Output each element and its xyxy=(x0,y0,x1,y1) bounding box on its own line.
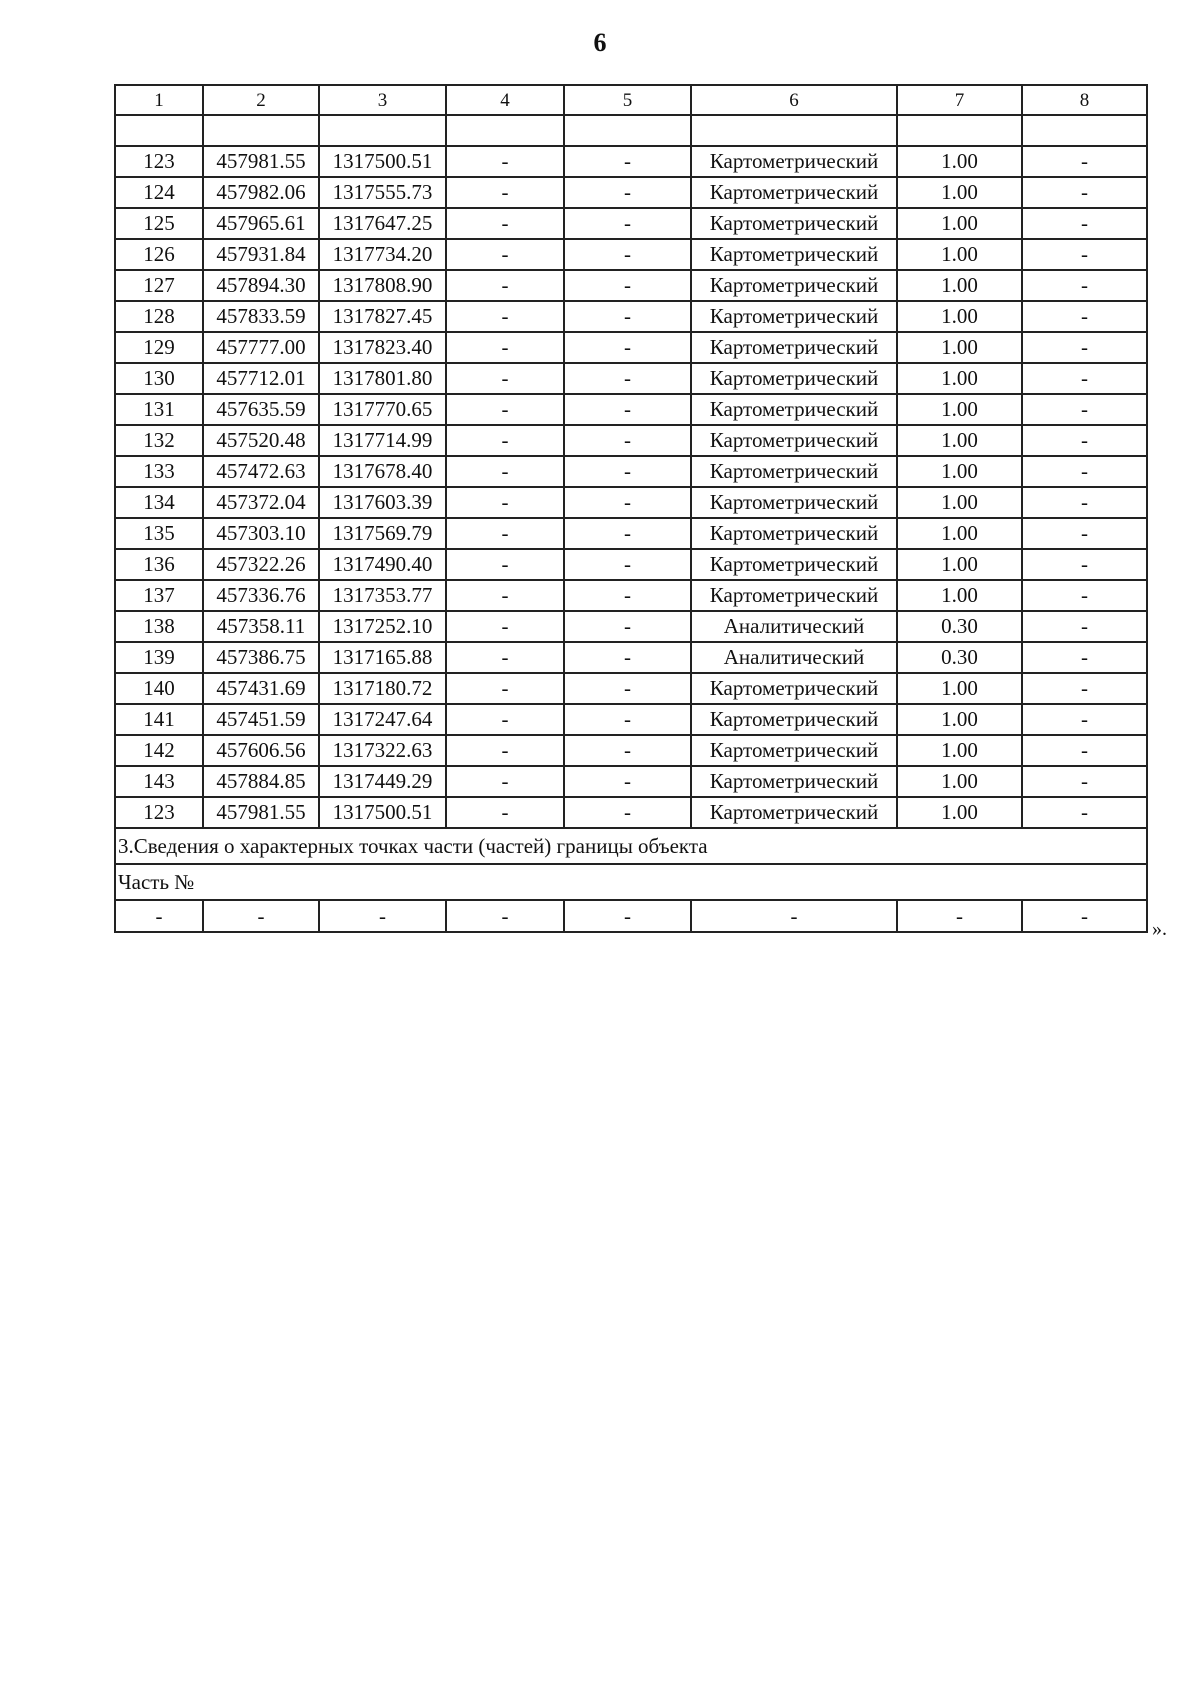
blank-cell xyxy=(446,115,564,146)
table-cell: 133 xyxy=(115,456,203,487)
table-cell: 457358.11 xyxy=(203,611,319,642)
table-cell: 131 xyxy=(115,394,203,425)
table-cell: 1317734.20 xyxy=(319,239,446,270)
table-cell: 1.00 xyxy=(897,208,1022,239)
table-cell: - xyxy=(564,549,691,580)
coordinates-table xyxy=(114,84,1148,933)
table-row xyxy=(115,270,1147,301)
table-cell: - xyxy=(446,487,564,518)
table-cell: 1.00 xyxy=(897,177,1022,208)
table-cell: - xyxy=(897,900,1022,932)
table-cell: 1317678.40 xyxy=(319,456,446,487)
table-cell: 1317569.79 xyxy=(319,518,446,549)
blank-cell xyxy=(691,115,897,146)
closing-quote: ». xyxy=(1152,918,1167,940)
table-cell: 1.00 xyxy=(897,456,1022,487)
column-header: 6 xyxy=(691,85,897,115)
table-cell: 124 xyxy=(115,177,203,208)
table-cell: - xyxy=(1022,766,1147,797)
table-cell: 1.00 xyxy=(897,363,1022,394)
table-row xyxy=(115,611,1147,642)
table-cell: Картометрический xyxy=(691,580,897,611)
table-cell: 457386.75 xyxy=(203,642,319,673)
table-cell: 0.30 xyxy=(897,642,1022,673)
table-row xyxy=(115,177,1147,208)
table-cell: - xyxy=(1022,704,1147,735)
table-cell: 457322.26 xyxy=(203,549,319,580)
table-cell: - xyxy=(564,332,691,363)
table-cell: - xyxy=(446,673,564,704)
table-cell: 134 xyxy=(115,487,203,518)
table-cell: - xyxy=(564,208,691,239)
column-header: 7 xyxy=(897,85,1022,115)
table-row xyxy=(115,456,1147,487)
table-cell: Картометрический xyxy=(691,301,897,332)
table-cell: 1317490.40 xyxy=(319,549,446,580)
table-cell: - xyxy=(446,580,564,611)
table-cell: 1.00 xyxy=(897,332,1022,363)
table-cell: Картометрический xyxy=(691,797,897,828)
blank-cell xyxy=(115,115,203,146)
table-cell: - xyxy=(446,425,564,456)
table-cell: - xyxy=(446,456,564,487)
table-cell: Картометрический xyxy=(691,735,897,766)
table-cell: - xyxy=(446,146,564,177)
table-cell: - xyxy=(1022,456,1147,487)
table-cell: 1317823.40 xyxy=(319,332,446,363)
table-cell: 1.00 xyxy=(897,673,1022,704)
table-cell: - xyxy=(1022,673,1147,704)
table-cell: 1317165.88 xyxy=(319,642,446,673)
table-cell: 1.00 xyxy=(897,487,1022,518)
table-cell: 123 xyxy=(115,146,203,177)
table-cell: - xyxy=(564,270,691,301)
table-cell: 1317500.51 xyxy=(319,797,446,828)
table-row xyxy=(115,704,1147,735)
table-cell: - xyxy=(446,766,564,797)
table-cell: - xyxy=(203,900,319,932)
table-cell: - xyxy=(446,735,564,766)
table-body xyxy=(115,85,1147,932)
table-cell: 1317247.64 xyxy=(319,704,446,735)
table-cell: 141 xyxy=(115,704,203,735)
table-cell: 1317801.80 xyxy=(319,363,446,394)
table-cell: - xyxy=(446,797,564,828)
blank-cell xyxy=(897,115,1022,146)
table-cell: - xyxy=(1022,797,1147,828)
table-cell: 1.00 xyxy=(897,146,1022,177)
table-cell: - xyxy=(446,518,564,549)
table-cell: 457931.84 xyxy=(203,239,319,270)
table-cell: - xyxy=(564,704,691,735)
table-cell: 1317449.29 xyxy=(319,766,446,797)
table-cell: 457833.59 xyxy=(203,301,319,332)
table-row xyxy=(115,735,1147,766)
table-cell: 1.00 xyxy=(897,239,1022,270)
page-number: 6 xyxy=(593,28,607,57)
table-row xyxy=(115,301,1147,332)
table-cell: 1.00 xyxy=(897,580,1022,611)
table-cell: 457777.00 xyxy=(203,332,319,363)
table-row xyxy=(115,487,1147,518)
table-cell: Картометрический xyxy=(691,394,897,425)
table-cell: 457982.06 xyxy=(203,177,319,208)
table-cell: - xyxy=(446,549,564,580)
blank-cell xyxy=(203,115,319,146)
table-cell: 1.00 xyxy=(897,518,1022,549)
table-cell: - xyxy=(564,487,691,518)
part-number-label: Часть № xyxy=(115,864,1147,900)
table-cell: - xyxy=(446,208,564,239)
table-cell: 1317827.45 xyxy=(319,301,446,332)
table-cell: - xyxy=(1022,487,1147,518)
table-row xyxy=(115,239,1147,270)
table-cell: - xyxy=(1022,580,1147,611)
table-row xyxy=(115,549,1147,580)
table-cell: - xyxy=(446,301,564,332)
table-cell: - xyxy=(564,301,691,332)
table-row xyxy=(115,673,1147,704)
table-cell: Картометрический xyxy=(691,549,897,580)
table-cell: Картометрический xyxy=(691,518,897,549)
table-row xyxy=(115,363,1147,394)
table-cell: - xyxy=(1022,301,1147,332)
table-cell: - xyxy=(564,580,691,611)
table-cell: Картометрический xyxy=(691,704,897,735)
table-cell: - xyxy=(564,239,691,270)
table-cell: 139 xyxy=(115,642,203,673)
table-cell: 457451.59 xyxy=(203,704,319,735)
column-header: 2 xyxy=(203,85,319,115)
table-cell: - xyxy=(1022,518,1147,549)
table-cell: 1.00 xyxy=(897,549,1022,580)
table-row xyxy=(115,425,1147,456)
table-cell: 1317500.51 xyxy=(319,146,446,177)
table-cell: - xyxy=(446,270,564,301)
table-cell: 1317647.25 xyxy=(319,208,446,239)
table-cell: Картометрический xyxy=(691,177,897,208)
column-header-row xyxy=(115,85,1147,115)
table-cell: - xyxy=(1022,332,1147,363)
table-cell: 1.00 xyxy=(897,735,1022,766)
blank-row xyxy=(115,115,1147,146)
table-cell: - xyxy=(564,146,691,177)
table-cell: - xyxy=(115,900,203,932)
table-row xyxy=(115,394,1147,425)
table-cell: - xyxy=(1022,394,1147,425)
table-cell: 1.00 xyxy=(897,425,1022,456)
table-cell: - xyxy=(564,797,691,828)
part-number-row xyxy=(115,864,1147,900)
table-cell: 137 xyxy=(115,580,203,611)
table-cell: Картометрический xyxy=(691,766,897,797)
column-header: 3 xyxy=(319,85,446,115)
table-cell: 457981.55 xyxy=(203,146,319,177)
column-header: 8 xyxy=(1022,85,1147,115)
table-cell: 457336.76 xyxy=(203,580,319,611)
table-row xyxy=(115,208,1147,239)
table-cell: 1317555.73 xyxy=(319,177,446,208)
table-cell: - xyxy=(1022,208,1147,239)
table-row xyxy=(115,580,1147,611)
table-cell: - xyxy=(564,518,691,549)
table-cell: Картометрический xyxy=(691,332,897,363)
table-cell: - xyxy=(446,704,564,735)
table-cell: 123 xyxy=(115,797,203,828)
blank-cell xyxy=(1022,115,1147,146)
table-cell: 1317714.99 xyxy=(319,425,446,456)
table-cell: - xyxy=(691,900,897,932)
table-cell: - xyxy=(564,425,691,456)
table-cell: 457372.04 xyxy=(203,487,319,518)
table-row xyxy=(115,642,1147,673)
table-cell: 1.00 xyxy=(897,394,1022,425)
table-cell: 457981.55 xyxy=(203,797,319,828)
table-cell: 132 xyxy=(115,425,203,456)
table-cell: 138 xyxy=(115,611,203,642)
table-cell: - xyxy=(564,673,691,704)
table-cell: - xyxy=(564,456,691,487)
table-cell: 1317808.90 xyxy=(319,270,446,301)
empty-part-row xyxy=(115,900,1147,932)
table-cell: 1317353.77 xyxy=(319,580,446,611)
table-cell: 457472.63 xyxy=(203,456,319,487)
table-cell: 457303.10 xyxy=(203,518,319,549)
table-cell: - xyxy=(564,900,691,932)
table-cell: Картометрический xyxy=(691,673,897,704)
table-cell: 457606.56 xyxy=(203,735,319,766)
table-cell: - xyxy=(319,900,446,932)
table-cell: - xyxy=(1022,239,1147,270)
table-cell: Картометрический xyxy=(691,270,897,301)
table-cell: - xyxy=(1022,735,1147,766)
table-cell: - xyxy=(446,363,564,394)
table-cell: 457520.48 xyxy=(203,425,319,456)
table-cell: 1317603.39 xyxy=(319,487,446,518)
table-cell: 1.00 xyxy=(897,766,1022,797)
table-cell: 143 xyxy=(115,766,203,797)
table-cell: 125 xyxy=(115,208,203,239)
table-cell: 1317322.63 xyxy=(319,735,446,766)
table-cell: - xyxy=(1022,363,1147,394)
table-cell: - xyxy=(446,239,564,270)
table-cell: - xyxy=(1022,177,1147,208)
table-cell: - xyxy=(1022,900,1147,932)
column-header: 4 xyxy=(446,85,564,115)
table-row xyxy=(115,766,1147,797)
table-cell: - xyxy=(446,332,564,363)
table-cell: Картометрический xyxy=(691,425,897,456)
table-cell: - xyxy=(1022,642,1147,673)
table-cell: - xyxy=(446,177,564,208)
table-cell: 136 xyxy=(115,549,203,580)
table-cell: 457635.59 xyxy=(203,394,319,425)
table-cell: - xyxy=(564,642,691,673)
table-cell: 457431.69 xyxy=(203,673,319,704)
table-cell: - xyxy=(1022,549,1147,580)
column-header: 5 xyxy=(564,85,691,115)
table-cell: 129 xyxy=(115,332,203,363)
table-cell: - xyxy=(1022,146,1147,177)
table-cell: - xyxy=(564,394,691,425)
table-row xyxy=(115,146,1147,177)
table-cell: 1.00 xyxy=(897,704,1022,735)
blank-cell xyxy=(564,115,691,146)
table-cell: Аналитический xyxy=(691,611,897,642)
table-cell: 0.30 xyxy=(897,611,1022,642)
table-cell: 1317770.65 xyxy=(319,394,446,425)
table-cell: - xyxy=(564,735,691,766)
table-cell: - xyxy=(564,177,691,208)
table-cell: - xyxy=(446,642,564,673)
table-cell: 127 xyxy=(115,270,203,301)
table-cell: Картометрический xyxy=(691,363,897,394)
table-row xyxy=(115,518,1147,549)
table-cell: 457965.61 xyxy=(203,208,319,239)
table-cell: - xyxy=(564,766,691,797)
table-cell: Картометрический xyxy=(691,208,897,239)
table-cell: 457712.01 xyxy=(203,363,319,394)
table-cell: 1.00 xyxy=(897,270,1022,301)
table-cell: 140 xyxy=(115,673,203,704)
table-cell: 1.00 xyxy=(897,797,1022,828)
table-cell: 457894.30 xyxy=(203,270,319,301)
table-cell: Картометрический xyxy=(691,456,897,487)
table-row xyxy=(115,797,1147,828)
table-cell: 130 xyxy=(115,363,203,394)
table-cell: Картометрический xyxy=(691,239,897,270)
table-cell: 128 xyxy=(115,301,203,332)
table-cell: - xyxy=(564,611,691,642)
table-cell: - xyxy=(1022,611,1147,642)
table-cell: 135 xyxy=(115,518,203,549)
table-cell: - xyxy=(446,394,564,425)
section-title-row xyxy=(115,828,1147,864)
table-cell: Картометрический xyxy=(691,146,897,177)
table-cell: 1317252.10 xyxy=(319,611,446,642)
table-cell: Картометрический xyxy=(691,487,897,518)
table-cell: 142 xyxy=(115,735,203,766)
table-cell: Аналитический xyxy=(691,642,897,673)
column-header: 1 xyxy=(115,85,203,115)
table-cell: - xyxy=(446,611,564,642)
table-cell: 1.00 xyxy=(897,301,1022,332)
table-row xyxy=(115,332,1147,363)
section-title: 3.Сведения о характерных точках части (частей) границы объекта xyxy=(115,828,1147,864)
table-cell: - xyxy=(1022,425,1147,456)
table-cell: - xyxy=(1022,270,1147,301)
table-cell: 126 xyxy=(115,239,203,270)
table-cell: - xyxy=(446,900,564,932)
blank-cell xyxy=(319,115,446,146)
table-cell: - xyxy=(564,363,691,394)
table-cell: 457884.85 xyxy=(203,766,319,797)
table-cell: 1317180.72 xyxy=(319,673,446,704)
